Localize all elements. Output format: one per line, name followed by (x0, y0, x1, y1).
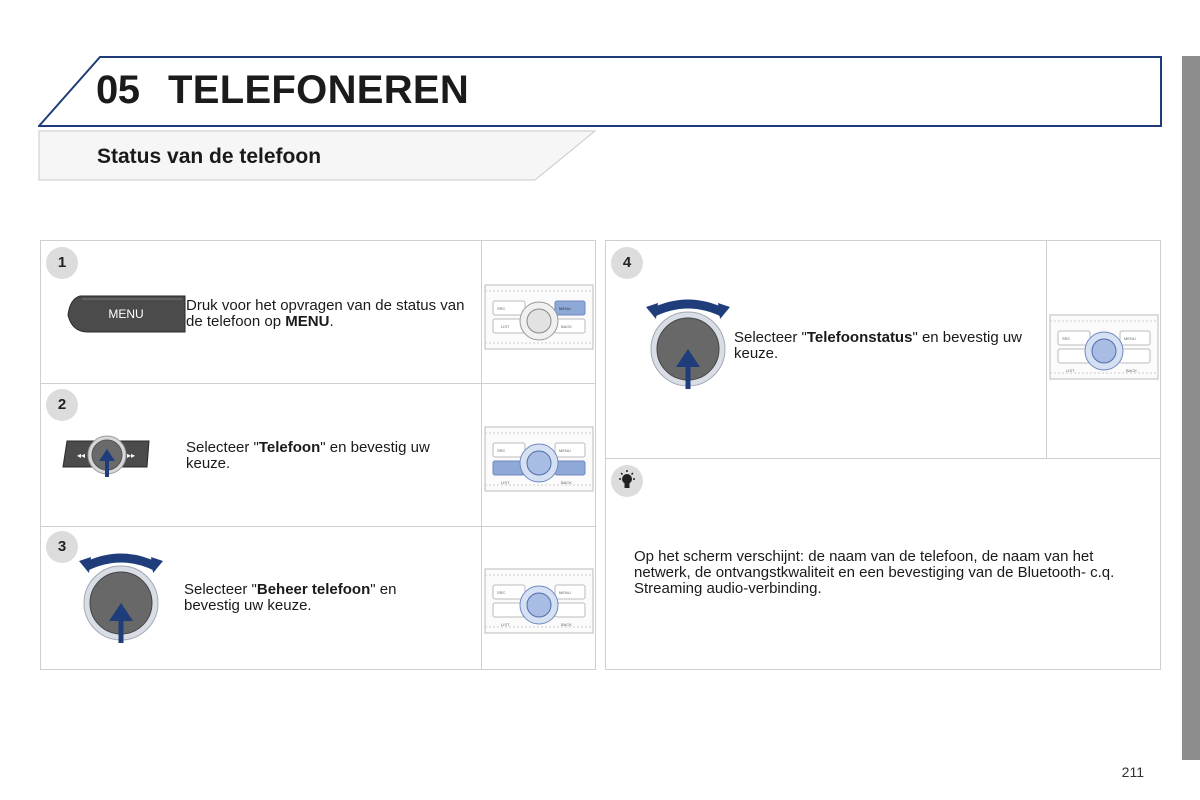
menu-key-illustration: MENU (66, 295, 186, 333)
rotary-dial-illustration (79, 553, 163, 645)
svg-text:LIST: LIST (501, 622, 510, 627)
step-3-badge: 3 (46, 531, 78, 563)
svg-text:MENU: MENU (559, 590, 571, 595)
svg-text:MENU: MENU (559, 306, 571, 311)
step-2-text: Selecteer "Telefoon" en bevestig uw keuze. (186, 439, 430, 472)
step-4-badge: 4 (611, 247, 643, 279)
page-number: 211 (1121, 764, 1144, 780)
chapter-side-tab (1182, 56, 1200, 760)
step-1-text: Druk voor het opvragen van de status van de telefoon op MENU. (186, 297, 465, 330)
radio-panel-step-3 (483, 565, 595, 645)
section-title: Status van de telefoon (97, 145, 322, 168)
step-2-badge: 2 (46, 389, 78, 421)
lightbulb-icon (611, 465, 643, 497)
radio-panel-step-1 (483, 281, 595, 361)
svg-text:LIST: LIST (501, 480, 510, 485)
svg-text:BACK: BACK (561, 622, 572, 627)
svg-text:LIST: LIST (1066, 368, 1075, 373)
radio-panel-step-2 (483, 423, 595, 503)
svg-text:MENU: MENU (1124, 336, 1136, 341)
steps-panel-right (605, 240, 1161, 670)
chapter-title: TELEFONEREN (168, 68, 470, 112)
svg-text:BACK: BACK (561, 324, 572, 329)
radio-panel-step-4 (1048, 311, 1160, 391)
step-3-text: Selecteer "Beheer telefoon" en bevestig uw keuze. (184, 581, 397, 614)
step-4-text: Selecteer "Telefoonstatus" en bevestig uw keuze. (734, 329, 1023, 362)
svg-text:BACK: BACK (1126, 368, 1137, 373)
rotary-dial-illustration (646, 299, 730, 391)
chapter-number: 05 (96, 68, 140, 112)
svg-text:▸▸: ▸▸ (127, 451, 136, 460)
svg-text:SRC: SRC (497, 306, 506, 311)
svg-text:SRC: SRC (497, 590, 506, 595)
svg-text:SRC: SRC (1062, 336, 1071, 341)
step-1-badge: 1 (46, 247, 78, 279)
tip-badge (611, 465, 643, 497)
steps-panel-left (40, 240, 596, 670)
tip-text: Op het scherm verschijnt: de naam van de telefoon, de naam van het netwerk, de ontvangstkwaliteit en een bevestiging van de Bluetooth- c.q. Streaming audio-verbinding. (634, 548, 1115, 597)
svg-text:LIST: LIST (501, 324, 510, 329)
chapter-header (38, 56, 1162, 128)
seek-dial-illustration (61, 431, 153, 483)
section-header (38, 130, 598, 182)
svg-text:MENU: MENU (559, 448, 571, 453)
svg-text:BACK: BACK (561, 480, 572, 485)
svg-text:SRC: SRC (497, 448, 506, 453)
svg-text:◂◂: ◂◂ (77, 451, 86, 460)
